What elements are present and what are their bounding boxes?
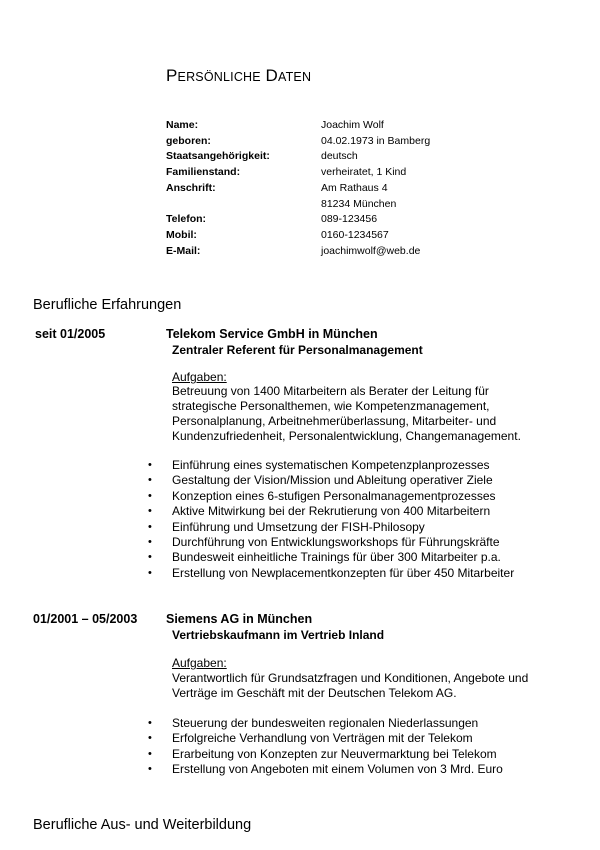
bullet-icon: • <box>148 566 152 579</box>
experience-heading: Berufliche Erfahrungen <box>33 297 182 313</box>
job-achievements-list <box>146 458 576 581</box>
list-item <box>146 731 576 746</box>
list-item-text: Bundesweit einheitliche Trainings für über 300 Mitarbeiter p.a. <box>172 550 501 565</box>
personal-label: Staatsangehörigkeit: <box>166 150 270 162</box>
list-item-text: Erarbeitung von Konzepten zur Neuvermarktung bei Telekom <box>172 746 497 761</box>
personal-row-marital <box>166 165 566 180</box>
list-item-text: Erfolgreiche Verhandlung von Verträgen mit der Telekom <box>172 731 473 746</box>
personal-row-address-city <box>166 197 566 212</box>
tasks-label: Aufgaben: <box>172 370 227 384</box>
list-item <box>146 747 576 762</box>
bullet-icon: • <box>148 535 152 548</box>
description-line: Kundenzufriedenheit, Personalentwicklung, Changemanagement. <box>172 429 521 443</box>
personal-row-name <box>166 118 566 133</box>
education-heading: Berufliche Aus- und Weiterbildung <box>33 817 252 833</box>
personal-row-nationality <box>166 149 566 164</box>
job-description <box>172 671 562 701</box>
bullet-icon: • <box>148 505 152 518</box>
job-date: 01/2001 – 05/2003 <box>33 612 138 626</box>
personal-label: Telefon: <box>166 213 207 225</box>
list-item-text: Gestaltung der Vision/Mission und Ableitung operativer Ziele <box>172 473 493 488</box>
list-item-text: Konzeption eines 6-stufigen Personalmanagementprozesses <box>172 488 496 503</box>
list-item <box>146 504 576 519</box>
bullet-icon: • <box>148 520 152 533</box>
bullet-icon: • <box>148 551 152 564</box>
job-description <box>172 384 562 444</box>
list-item <box>146 566 576 581</box>
list-item-text: Steuerung der bundesweiten regionalen Niederlassungen <box>172 716 479 730</box>
list-item-text: Erstellung von Newplacementkonzepten für über 450 Mitarbeiter <box>172 565 515 580</box>
personal-value: Am Rathaus 4 <box>321 182 388 194</box>
personal-value: 0160-1234567 <box>321 229 389 241</box>
job-date: seit 01/2005 <box>35 327 106 341</box>
list-item <box>146 520 576 535</box>
job-role: Zentraler Referent für Personalmanagement <box>172 343 423 357</box>
tasks-label: Aufgaben: <box>172 656 227 670</box>
bullet-icon: • <box>148 732 152 745</box>
description-line: strategische Personalthemen, wie Kompetenzmanagement, <box>172 399 490 413</box>
heading-initial-2: D <box>265 66 278 85</box>
personal-value: 04.02.1973 in Bamberg <box>321 135 431 147</box>
job-company: Telekom Service GmbH in München <box>166 327 378 341</box>
list-item <box>146 458 576 473</box>
heading-initial: P <box>166 66 178 85</box>
bullet-icon: • <box>148 474 152 487</box>
list-item <box>146 716 576 731</box>
list-item-text: Einführung eines systematischen Kompetenzplanprozesses <box>172 458 490 472</box>
personal-label: geboren: <box>166 135 211 147</box>
personal-label: Mobil: <box>166 229 197 241</box>
personal-value: verheiratet, 1 Kind <box>321 166 407 178</box>
bullet-icon: • <box>148 747 152 760</box>
personal-row-phone <box>166 212 566 227</box>
personal-label: Anschrift: <box>166 182 216 194</box>
personal-value: 81234 München <box>321 198 397 210</box>
personal-value: joachimwolf@web.de <box>321 245 421 257</box>
personal-value: Joachim Wolf <box>321 119 384 131</box>
bullet-icon: • <box>148 717 152 729</box>
list-item <box>146 550 576 565</box>
list-item-text: Erstellung von Angeboten mit einem Volumen von 3 Mrd. Euro <box>172 762 503 777</box>
personal-row-address <box>166 181 566 196</box>
personal-label: E-Mail: <box>166 245 201 257</box>
heading-rest-2: ATEN <box>277 70 312 84</box>
job-achievements-list <box>146 716 576 778</box>
list-item-text: Aktive Mitwirkung bei der Rekrutierung von 400 Mitarbeitern <box>172 504 491 519</box>
list-item-text: Einführung und Umsetzung der FISH-Philosopy <box>172 519 425 534</box>
personal-label: Name: <box>166 119 199 131</box>
personal-label: Familienstand: <box>166 166 241 178</box>
personal-row-mobile <box>166 228 566 243</box>
list-item <box>146 535 576 550</box>
job-role: Vertriebskaufmann im Vertrieb Inland <box>172 628 385 642</box>
personal-row-email <box>166 244 566 259</box>
bullet-icon: • <box>148 763 152 776</box>
list-item-text: Durchführung von Entwicklungsworkshops für Führungskräfte <box>172 534 500 549</box>
description-line: Verantwortlich für Grundsatzfragen und Konditionen, Angebote und <box>172 671 529 685</box>
list-item <box>146 473 576 488</box>
personal-row-birth <box>166 134 566 149</box>
list-item <box>146 489 576 504</box>
bullet-icon: • <box>148 459 152 471</box>
list-item <box>146 762 576 777</box>
personal-data-heading <box>166 66 311 86</box>
description-line: Personalplanung, Arbeitnehmerüberlassung, Mitarbeiter- und <box>172 414 497 428</box>
job-company: Siemens AG in München <box>166 612 313 626</box>
description-line: Verträge im Geschäft mit der Deutschen Telekom AG. <box>172 686 457 700</box>
personal-value: 089-123456 <box>321 213 378 225</box>
heading-rest: ERSÖNLICHE <box>177 70 261 84</box>
bullet-icon: • <box>148 489 152 502</box>
personal-value: deutsch <box>321 150 358 162</box>
description-line: Betreuung von 1400 Mitarbeitern als Berater der Leitung für <box>172 384 489 398</box>
